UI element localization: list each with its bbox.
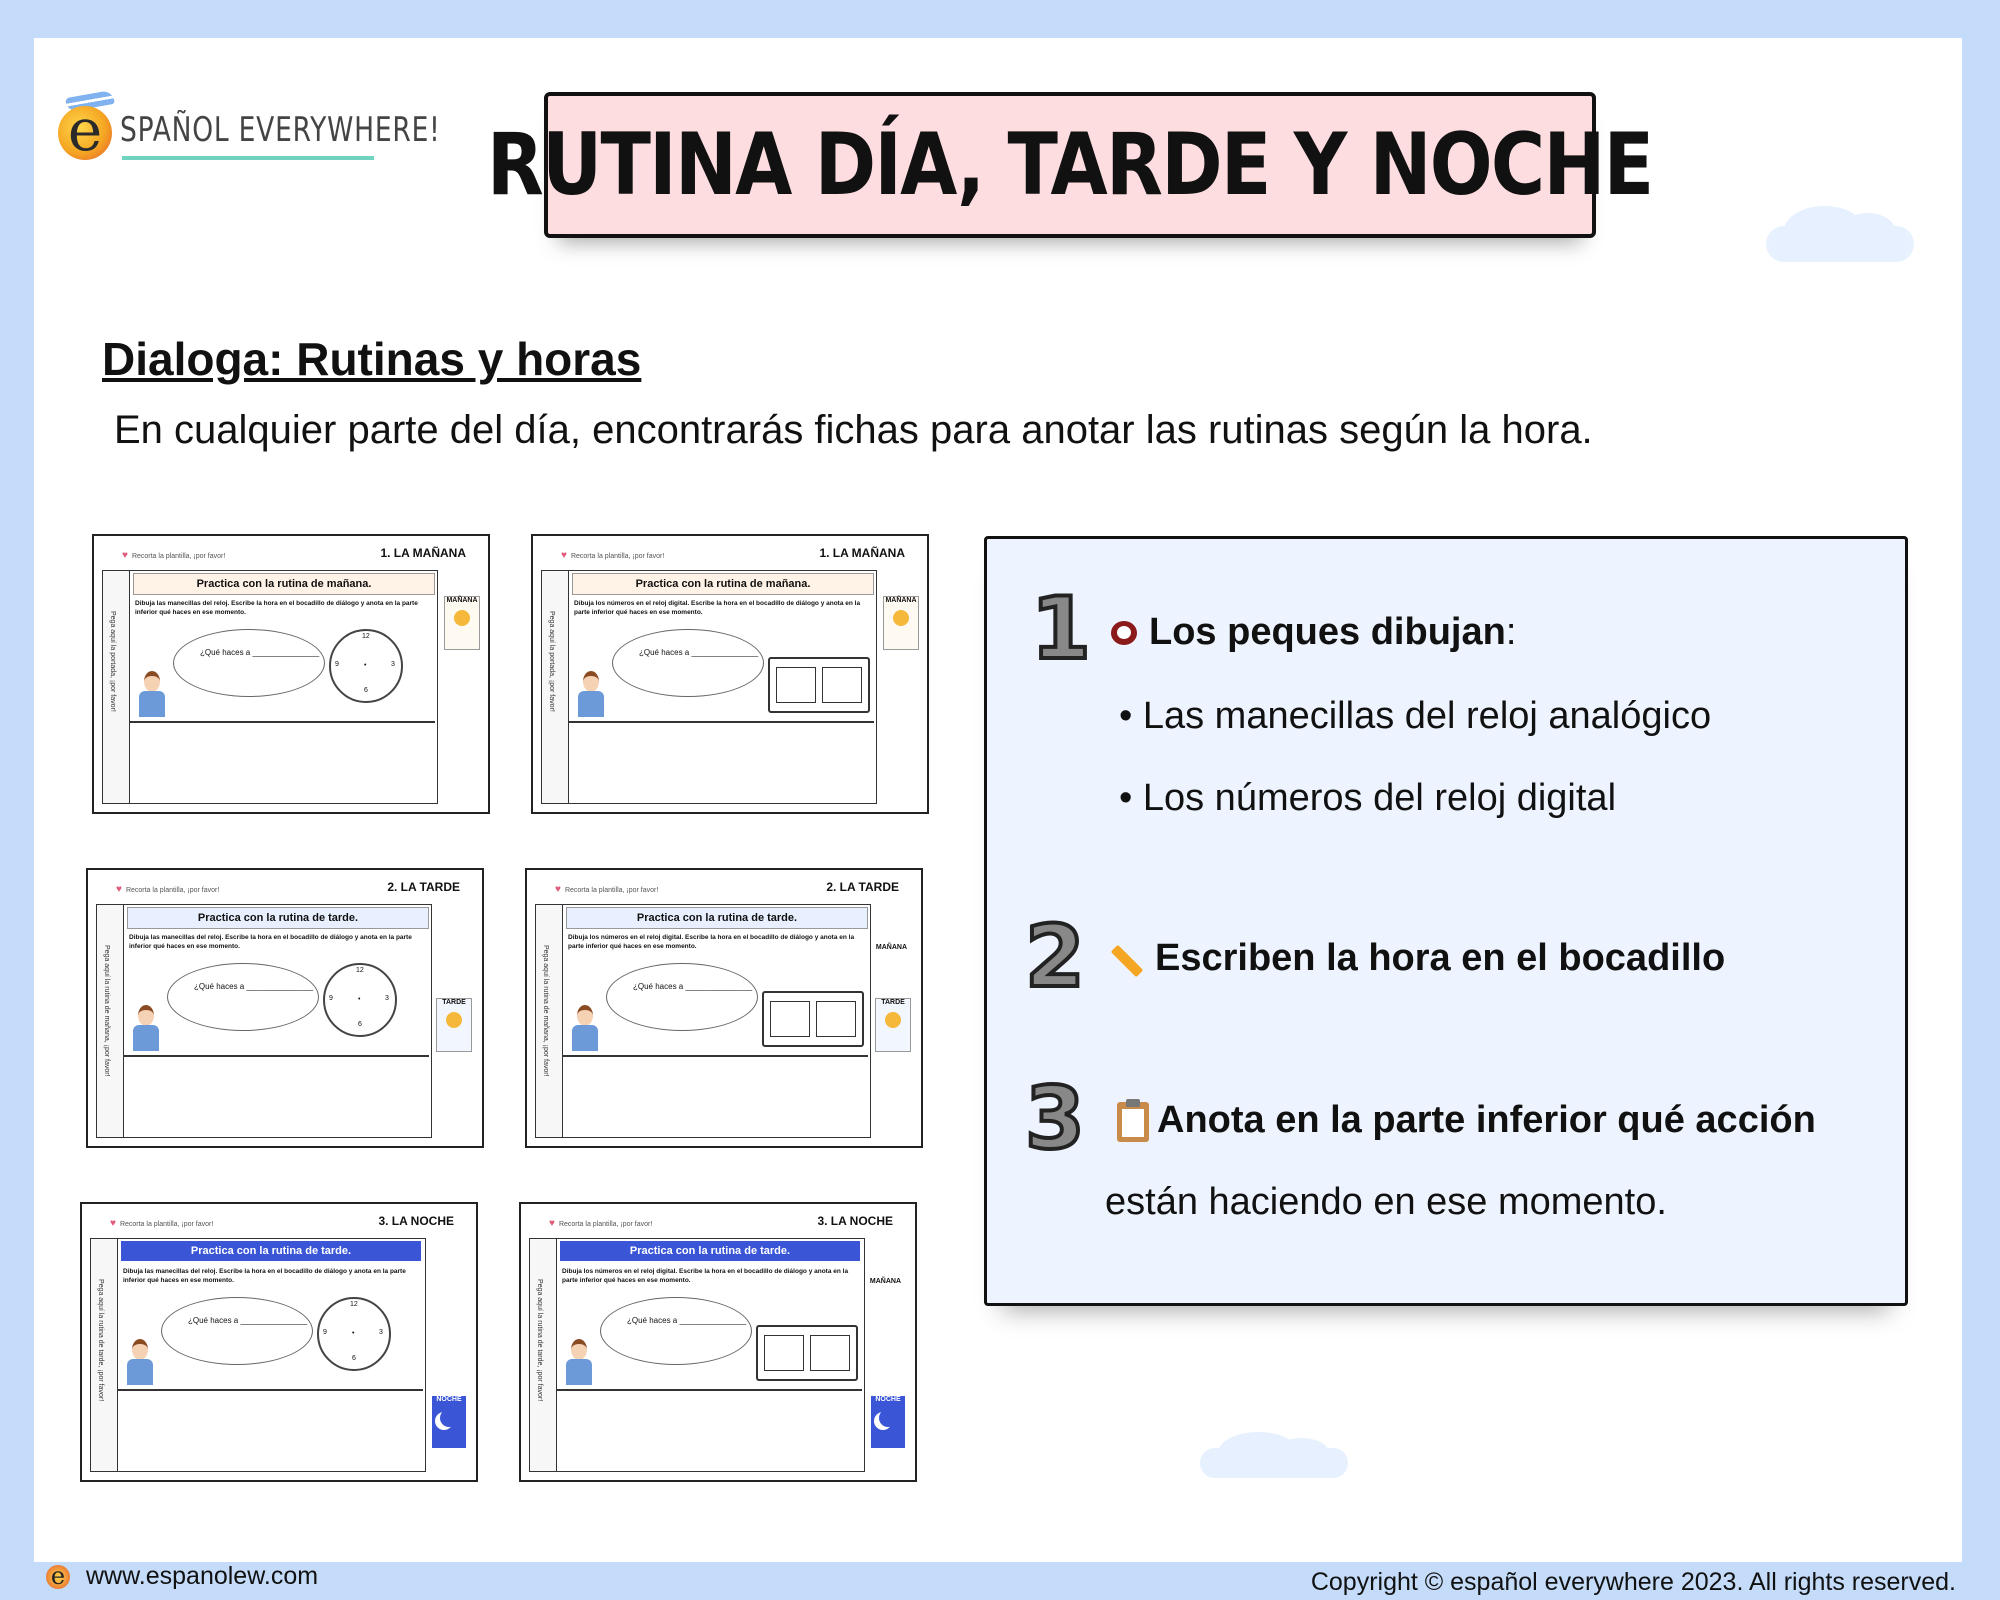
worksheet-label: 1. LA MAÑANA	[819, 546, 905, 560]
title-banner	[487, 92, 1653, 238]
step-3-continuation: están haciendo en ese momento.	[1105, 1181, 1667, 1223]
analog-clock-icon: 12 3 6 9 •	[317, 1297, 391, 1371]
cut-hint: ♥ Recorta la plantilla, ¡por favor!	[122, 550, 225, 561]
worksheet-spine: Pega aquí la rutina de mañana, ¡por favor!	[536, 905, 563, 1137]
footer-website[interactable]: e www.espanolew.com	[46, 1562, 318, 1591]
answer-divider	[117, 1389, 423, 1391]
child-figure	[139, 671, 165, 717]
time-of-day-tag: TARDE	[875, 998, 911, 1052]
worksheet-banner: Practica con la rutina de tarde.	[566, 907, 868, 929]
cut-hint: ♥ Recorta la plantilla, ¡por favor!	[116, 884, 219, 895]
worksheet-spine: Pega aquí la rutina de tarde, ¡por favor!	[91, 1239, 118, 1471]
page-title: RUTINA DÍA, TARDE Y NOCHE	[487, 115, 1653, 215]
logo-underline	[122, 156, 374, 160]
worksheet-banner: Practica con la rutina de mañana.	[572, 573, 874, 595]
time-of-day-tag: MAÑANA	[883, 596, 919, 650]
worksheet-instruction: Dibuja los números en el reloj digital. Escribe la hora en el bocadillo de diálogo y anota en la parte inferior qué haces en ese momento.	[574, 600, 861, 616]
digital-clock-icon	[762, 991, 864, 1047]
worksheet-thumbnail	[519, 1202, 917, 1482]
digital-clock-icon	[768, 657, 870, 713]
sun-icon	[446, 1012, 462, 1028]
clipboard-icon	[1117, 1102, 1149, 1142]
worksheet-banner: Practica con la rutina de tarde.	[121, 1241, 421, 1261]
worksheet-thumbnail	[531, 534, 929, 814]
footer-copyright: Copyright © español everywhere 2023. All rights reserved.	[1310, 1568, 1956, 1596]
worksheet-instruction: Dibuja los números en el reloj digital. Escribe la hora en el bocadillo de diálogo y anota en la parte inferior qué haces en ese momento.	[562, 1268, 849, 1284]
worksheet-instruction: Dibuja las manecillas del reloj. Escribe la hora en el bocadillo de diálogo y anota en la parte inferior qué haces en ese momento.	[123, 1268, 406, 1284]
digital-clock-icon	[756, 1325, 858, 1381]
cloud-decoration	[1200, 1448, 1348, 1478]
child-figure	[572, 1005, 598, 1051]
sun-icon	[885, 1012, 901, 1028]
cut-hint: ♥ Recorta la plantilla, ¡por favor!	[110, 1218, 213, 1229]
time-of-day-tag: NOCHE	[432, 1396, 466, 1448]
logo-e-icon: e	[46, 1565, 70, 1589]
analog-clock-icon: 12 3 6 9 •	[329, 629, 403, 703]
worksheet-spine: Pega aquí la rutina de tarde, ¡por favor!	[530, 1239, 557, 1471]
speech-bubble: ¿Qué haces a _______________	[606, 963, 758, 1031]
speech-bubble: ¿Qué haces a _______________	[600, 1297, 752, 1365]
answer-divider	[123, 1055, 429, 1057]
logo-text: SPAÑOL EVERYWHERE!	[120, 110, 441, 150]
pencil-icon	[1107, 940, 1147, 980]
speech-bubble: ¿Qué haces a _______________	[161, 1297, 313, 1365]
brand-logo	[58, 92, 441, 172]
worksheet-banner: Practica con la rutina de mañana.	[133, 573, 435, 595]
time-of-day-tag: NOCHE	[871, 1396, 905, 1448]
alarm-clock-icon	[1107, 619, 1141, 649]
time-of-day-tag: TARDE	[436, 998, 472, 1052]
worksheet-thumbnail	[525, 868, 923, 1148]
sun-icon	[893, 610, 909, 626]
worksheet-card	[535, 904, 871, 1138]
time-of-day-tag: MAÑANA	[444, 596, 480, 650]
worksheet-instruction: Dibuja las manecillas del reloj. Escribe la hora en el bocadillo de diálogo y anota en la parte inferior qué haces en ese momento.	[135, 600, 418, 616]
step-2-heading: Escriben la hora en el bocadillo	[1107, 937, 1725, 980]
step-1-heading: Los peques dibujan:	[1107, 611, 1516, 654]
worksheet-label: 3. LA NOCHE	[817, 1214, 893, 1228]
worksheet-spine: Pega aquí la rutina de mañana, ¡por favor!	[97, 905, 124, 1137]
worksheet-spine: Pega aquí la portada, ¡por favor!	[542, 571, 569, 803]
worksheet-instruction: Dibuja los números en el reloj digital. Escribe la hora en el bocadillo de diálogo y anota en la parte inferior qué haces en ese momento.	[568, 934, 855, 950]
worksheet-banner: Practica con la rutina de tarde.	[560, 1241, 860, 1261]
worksheet-card	[90, 1238, 426, 1472]
speech-bubble: ¿Qué haces a _______________	[173, 629, 325, 697]
worksheet-thumbnail	[86, 868, 484, 1148]
moon-icon	[879, 1409, 897, 1427]
intro-text: En cualquier parte del día, encontrarás fichas para anotar las rutinas según la hora.	[114, 408, 1593, 452]
logo-e-icon: e	[58, 106, 112, 160]
moon-icon	[440, 1409, 458, 1427]
step-1-bullet-analog: • Las manecillas del reloj analógico	[1119, 695, 1712, 737]
section-title: Dialoga: Rutinas y horas	[102, 333, 642, 385]
cut-hint: ♥ Recorta la plantilla, ¡por favor!	[561, 550, 664, 561]
secondary-tag: MAÑANA	[869, 1278, 901, 1285]
child-figure	[127, 1339, 153, 1385]
step-number-2: 2	[1025, 907, 1085, 1007]
child-figure	[578, 671, 604, 717]
step-3-heading: Anota en la parte inferior qué acción	[1117, 1099, 1816, 1142]
worksheet-label: 1. LA MAÑANA	[380, 546, 466, 560]
worksheet-spine: Pega aquí la portada, ¡por favor!	[103, 571, 130, 803]
worksheet-card	[541, 570, 877, 804]
instructions-panel	[984, 536, 1908, 1306]
step-number-3: 3	[1025, 1069, 1085, 1169]
cloud-decoration	[1766, 226, 1914, 262]
child-figure	[133, 1005, 159, 1051]
cut-hint: ♥ Recorta la plantilla, ¡por favor!	[549, 1218, 652, 1229]
answer-divider	[556, 1389, 862, 1391]
answer-divider	[129, 721, 435, 723]
step-number-1: 1	[1031, 579, 1091, 679]
worksheet-instruction: Dibuja las manecillas del reloj. Escribe la hora en el bocadillo de diálogo y anota en la parte inferior qué haces en ese momento.	[129, 934, 412, 950]
analog-clock-icon: 12 3 6 9 •	[323, 963, 397, 1037]
sun-icon	[454, 610, 470, 626]
secondary-tag: MAÑANA	[875, 944, 907, 951]
worksheet-card	[529, 1238, 865, 1472]
worksheet-label: 3. LA NOCHE	[378, 1214, 454, 1228]
speech-bubble: ¿Qué haces a _______________	[167, 963, 319, 1031]
child-figure	[566, 1339, 592, 1385]
answer-divider	[562, 1055, 868, 1057]
worksheet-card	[102, 570, 438, 804]
cut-hint: ♥ Recorta la plantilla, ¡por favor!	[555, 884, 658, 895]
worksheet-thumbnail	[80, 1202, 478, 1482]
step-1-bullet-digital: • Los números del reloj digital	[1119, 777, 1617, 819]
worksheet-label: 2. LA TARDE	[387, 880, 460, 894]
worksheet-banner: Practica con la rutina de tarde.	[127, 907, 429, 929]
worksheet-thumbnail	[92, 534, 490, 814]
speech-bubble: ¿Qué haces a _______________	[612, 629, 764, 697]
worksheet-label: 2. LA TARDE	[826, 880, 899, 894]
worksheet-card	[96, 904, 432, 1138]
answer-divider	[568, 721, 874, 723]
